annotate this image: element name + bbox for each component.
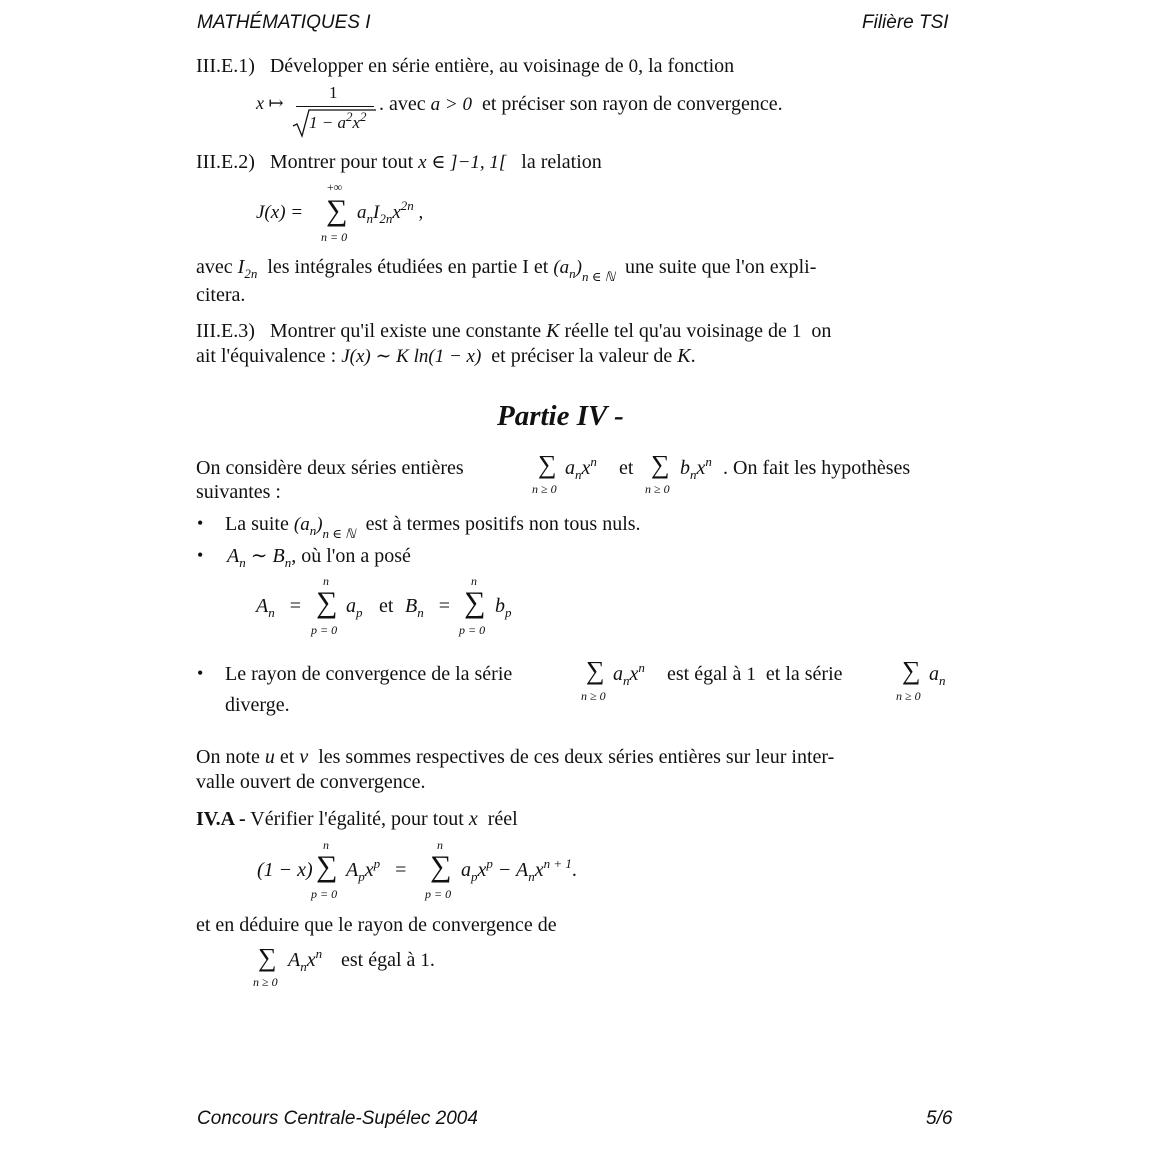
Bn-sum-bottom: p = 0 xyxy=(459,623,486,637)
q3e3-line2: ait l'équivalence : J(x) ∼ K ln(1 − x) et préciser la valeur de K. xyxy=(196,345,696,367)
Bn-sum-top: n xyxy=(471,574,477,588)
q3e2-line3: citera. xyxy=(196,284,246,306)
bullet3-sum1-term: $a_nx^n$ xyxy=(613,660,645,688)
q3e2-sum-bottom: n = 0 xyxy=(321,230,348,244)
bullet3-sum2-term: $a_n$ xyxy=(929,663,946,688)
q4a-line1: IV.A - Vérifier l'égalité, pour tout x réel xyxy=(196,808,518,830)
q3e2-term: $a_nI_{2n}x^{2n}$ , xyxy=(357,198,424,226)
bullet3-text-b: est égal à 1 et la série xyxy=(667,663,843,685)
part4-note-line2: valle ouvert de convergence. xyxy=(196,771,426,793)
part4-title: Partie IV - xyxy=(497,400,624,432)
An-sum-top: n xyxy=(323,574,329,588)
q4a-eq-lhs-factor: (1 − x) xyxy=(257,859,313,881)
q4a-sum1-sigma-icon: ∑ xyxy=(316,850,338,883)
q4a-deduce: et en déduire que le rayon de convergence de xyxy=(196,914,557,936)
q3e1-frac-num: 1 xyxy=(329,83,338,102)
q3e1-text: Développer en série entière, au voisinage de xyxy=(269,55,624,77)
q3e2-lhs: J(x) = xyxy=(256,202,304,223)
q3e1-text2: , la fonction xyxy=(638,55,735,77)
q3e1-line1 xyxy=(196,54,734,79)
bullet-icon: • xyxy=(197,545,204,565)
q4a-last-term: $A_nx^n$ xyxy=(288,946,323,974)
q4a-sum2-top: n xyxy=(437,838,443,852)
part4-sum2-index: n ≥ 0 xyxy=(645,482,670,496)
q4a-last-text: est égal à 1. xyxy=(341,949,435,971)
bullet1-text: La suite $(a_n)_{n \in ℕ}$ est à termes positifs non tous nuls. xyxy=(225,513,641,541)
bullet3-text-a: Le rayon de convergence de la série xyxy=(225,663,513,685)
part4-sum1-sigma-icon: ∑ xyxy=(538,450,557,479)
Bn-term: $b_p$ xyxy=(495,595,512,620)
q3e2-domain: x ∈ ]−1, 1[ xyxy=(418,152,507,173)
part4-note-line1: On note u et v les sommes respectives de ces deux séries entières sur leur inter- xyxy=(196,746,835,768)
q3e2-sum-top: +∞ xyxy=(327,180,343,194)
An-sum-bottom: p = 0 xyxy=(311,623,338,637)
bullet3-sum1-index: n ≥ 0 xyxy=(581,689,606,703)
part4-sum2-sigma-icon: ∑ xyxy=(651,450,670,479)
q3e3-label: III.E.3) xyxy=(196,320,255,342)
part4-sum1-index: n ≥ 0 xyxy=(532,482,557,496)
part4-intro-b: . On fait les hypothèses xyxy=(723,457,911,479)
q4a-sum2-sigma-icon: ∑ xyxy=(430,850,452,883)
Bn-definition-lhs: $B_n$ = xyxy=(405,595,450,620)
q4a-sum1-top: n xyxy=(323,838,329,852)
q4a-sum1-bottom: p = 0 xyxy=(311,887,338,901)
q3e2-label: III.E.2) xyxy=(196,151,255,173)
q4a-sum1-term: $A_px^p$ = xyxy=(346,856,407,884)
q3e1-frac-den: $1 - a^2x^2$ xyxy=(309,109,367,132)
part4-sum1-term: $a_nx^n$ xyxy=(565,454,597,482)
q3e3-line1: III.E.3) Montrer qu'il existe une constante K réelle tel qu'au voisinage de 1 on xyxy=(196,320,832,342)
q4a-sum2-term: $a_px^p - A_nx^{n + 1}$. xyxy=(461,856,577,884)
bullet3-text-d: diverge. xyxy=(225,694,290,716)
part4-et: et xyxy=(619,457,634,479)
bullet-icon: • xyxy=(197,513,204,533)
part4-intro-a: On considère deux séries entières xyxy=(196,457,464,479)
q4a-last-index: n ≥ 0 xyxy=(253,975,278,989)
bullet2-text: $A_n$ ∼ $B_n$, où l'on a posé xyxy=(227,545,411,570)
header-track: Filière TSI xyxy=(862,12,949,33)
q4a-sum2-bottom: p = 0 xyxy=(425,887,452,901)
Bn-sigma-icon: ∑ xyxy=(464,586,486,619)
bullet3-sum1-sigma-icon: ∑ xyxy=(586,656,605,685)
footer-exam-name: Concours Centrale-Supélec 2004 xyxy=(197,1108,478,1129)
bullet3-sum2-index: n ≥ 0 xyxy=(896,689,921,703)
bullet-icon: • xyxy=(197,663,204,683)
part4-intro-c: suivantes : xyxy=(196,481,281,503)
footer-page-number: 5/6 xyxy=(926,1108,953,1129)
q3e3-equivalence: J(x) ∼ K ln(1 − x) xyxy=(341,346,482,367)
header-subject: MATHÉMATIQUES I xyxy=(197,12,371,33)
q3e1-zero: 0 xyxy=(628,56,639,77)
q3e2-sigma-icon: ∑ xyxy=(326,194,348,227)
q3e1-condition: a > 0 xyxy=(430,94,472,115)
q3e2-line2: avec $I_{2n}$ les intégrales étudiées en partie I et $(a_n)_{n \in ℕ}$ une suite que l'on expli- xyxy=(196,256,817,284)
q3e1-map: x ↦ xyxy=(256,93,284,113)
An-Bn-et: et xyxy=(379,595,394,617)
part4-sum2-term: $b_nx^n$ xyxy=(680,454,712,482)
q3e1-frac-bar xyxy=(296,106,374,107)
q4a-label: IV.A - xyxy=(196,808,246,830)
bullet3-sum2-sigma-icon: ∑ xyxy=(902,656,921,685)
q3e1-line2: . avec a > 0 et préciser son rayon de convergence. xyxy=(379,93,783,115)
q4a-last-sigma-icon: ∑ xyxy=(258,943,277,972)
An-term: $a_p$ xyxy=(346,595,363,620)
q3e2-line1: III.E.2) Montrer pour tout x ∈ ]−1, 1[ la relation xyxy=(196,151,602,173)
An-sigma-icon: ∑ xyxy=(316,586,338,619)
q3e1-label: III.E.1) xyxy=(196,55,255,77)
An-definition-lhs: $A_n$ = xyxy=(256,595,301,620)
